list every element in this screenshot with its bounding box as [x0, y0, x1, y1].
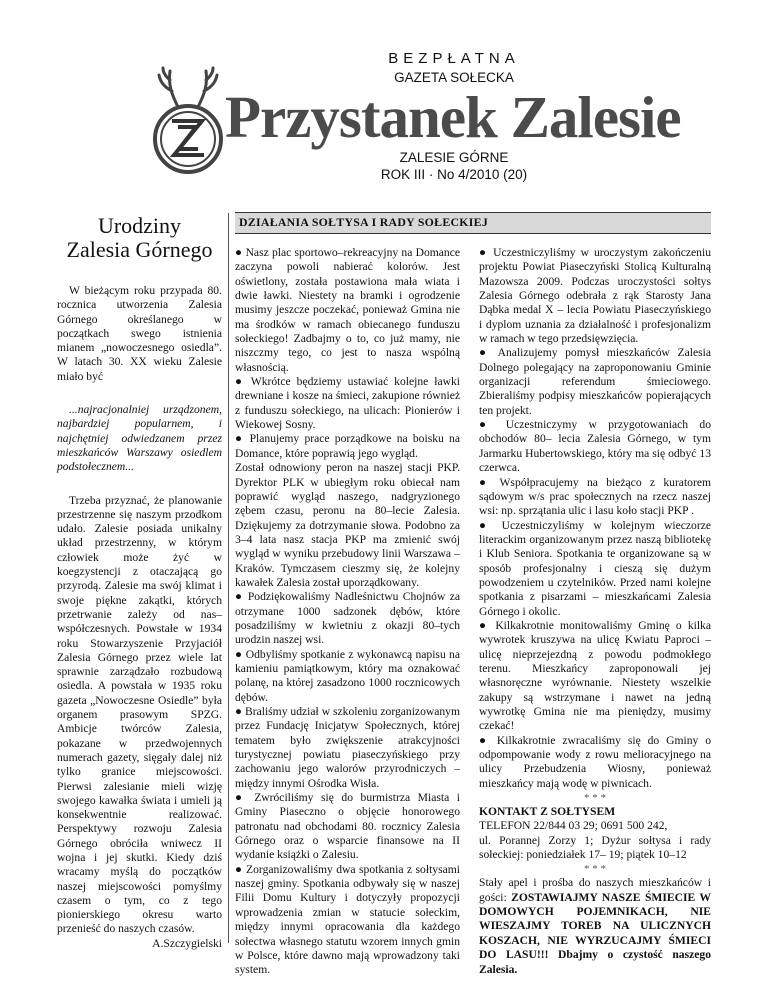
news-item: ● Kilkakrotnie monitowaliśmy Gminę o kilka wywrotek kruszywa na ulicę Kwiatu Paproci – ulicę nieprzejezdną z powodu podmokłego terenu. Mieszkańcy zaproponowali jej własnoręczne wyrównanie. Niestety wszelkie zakupy są wstrzymane i nawet na jedną wywrotkę Gmina nie ma pieniędzy, musimy czekać! [479, 618, 711, 733]
appeal-intro: Stały apel i prośba do naszych mieszkańców i gości: [479, 876, 711, 904]
news-item: ● Kilkakrotnie zwracaliśmy się do Gminy o odpompowanie wody z rowu melioracyjnego na ulicy Przebudzenia Wiosny, ponieważ mieszkańcy mają wodę w piwnicach. [479, 733, 711, 790]
news-item: ● Współpracujemy na bieżąco z kuratorem sądowym w/s prac społecznych na rzecz naszej wsi: np. sprzątania ulic i lasu koło stacji PKP . [479, 475, 711, 518]
news-item: ● Zwróciliśmy się do burmistrza Miasta i Gminy Piaseczno o objęcie honorowego patronatu nad obchodami 80. rocznicy Zalesia Górnego oraz o wsparcie finansowe na II wydanie książki o Zalesiu. [235, 791, 460, 862]
free-label: BEZPŁATNA [388, 50, 520, 67]
news-item: ● Analizujemy pomysł mieszkańców Zalesia Dolnego polegający na zaproponowaniu Gminie organizacji referendum śmieciowego. Zbieraliśmy podpisy mieszkańców popierających ten projekt. [479, 346, 711, 417]
article-title-line2: Zalesia Górnego [66, 237, 213, 262]
contact-hours: ul. Porannej Zorzy 1; Dyżur sołtysa i rady sołeckiej: poniedziałek 17– 19; piątek 10–12 [479, 833, 711, 862]
news-item: ● Braliśmy udział w szkoleniu zorganizowanym przez Fundację Inicjatyw Społecznych, której tematem było zwiększenie atrakcyjności turystycznej powiatu piaseczyńskiego przy zachowaniu jego walorów przyrodniczych – między innymi Ośrodka Wisła. [235, 705, 460, 790]
news-item: ● Wkrótce będziemy ustawiać kolejne ławki drewniane i kosze na śmieci, zakupione również z funduszu sołeckiego, na ulicach: Pionierów i Wiekowej Sosny. [235, 375, 460, 432]
news-item: ● Uczestniczyliśmy w kolejnym wieczorze literackim organizowanym przez naszą bibliotekę i Klub Seniora. Spotkania te organizowane są w sposób profesjonalny i cieszą się dużym powodzeniem u czytelników. Przed nami kolejne spotkania z pisarzami – mieszkańcami Zalesia Górnego i okolic. [479, 518, 711, 618]
article-author: A.Szczygielski [152, 936, 222, 950]
news-item: ● Uczestniczymy w przygotowaniach do obchodów 80– lecia Zalesia Górnego, w tym Jarmarku Hubertowskiego, który ma się odbyć 13 czerwca. [479, 418, 711, 475]
section-header [235, 212, 711, 234]
middle-column [235, 246, 460, 978]
issue-number: ROK III · No 4/2010 (20) [380, 167, 528, 182]
news-item: ● Odbyliśmy spotkanie z wykonawcą napisu na kamieniu pamiątkowym, który ma oznakować polanę, na której zasadzono 1000 rocznicowych dębów. [235, 647, 460, 704]
article-title [57, 214, 222, 262]
news-item: ● Uczestniczyliśmy w uroczystym zakończeniu projektu Powiat Piaseczyński Stolicą Kulturalną Mazowsza 2009. Podczas uroczystości sołtys Zalesia Górnego odebrała z rąk Starosty Jana Dąbka medal X – lecia Powiatu Piaseczyńskiego i dyplom uznania za działalność i profesjonalizm w ramach w tego przedsięwzięcia. [479, 246, 711, 346]
newspaper-subtitle: GAZETA SOŁECKA [394, 70, 514, 85]
column-divider [228, 213, 229, 943]
news-item: Został odnowiony peron na naszej stacji PKP. Dyrektor PLK w ubiegłym roku obiecał nam poprawić wygląd naszego, nadgryzionego zębem czasu, peronu na 80–lecie Zalesia. Dziękujemy za dotrzymanie słowa. Podobno za 3–4 lata nasz stacja PKP ma zmienić swój wygląd w wyniku przebudowy linii Warszawa –Kraków. Tymczasem cieszmy się, że kolejny kawałek Zalesia został uporządkowany. [235, 461, 460, 589]
appeal-paragraph [479, 876, 711, 976]
appeal-bold: ZOSTAWIAJMY NASZE ŚMIECIE W DOMOWYCH POJEMNIKACH, NIE WIESZAJMY TOREB NA ULICZNYCH KOSZACH, NIE WYRZUCAJMY ŚMIECI DO LASU!!! Dbajmy o czystość naszego Zalesia. [479, 890, 712, 976]
article-title-line1: Urodziny [97, 213, 182, 238]
news-item: ● Planujemy prace porządkowe na boisku na Domance, które poprawią jego wygląd. [235, 432, 460, 460]
contact-heading: KONTAKT Z SOŁTYSEM [479, 805, 616, 819]
article-paragraph: Trzeba przyznać, że planowanie przestrzenne się naszym przodkom udało. Zalesie posiada unikalny układ przestrzenny, w którym człowiek może żyć w koegzystencji z otaczającą go przyrodą. Zalesie ma swój klimat i swoje piękne zakątki, których przetrwanie zależy od nas– współczesnych. Powstałe w 1934 roku Stowarzyszenie Przyjaciół Zalesia Górnego przez wiele lat sprawnie zarządzało rozbudową osiedla. A powstała w 1935 roku gazeta „Nowoczesne Osiedle” była organem prasowym SPZG. Ambicje twórców Zalesia, pokazane w przedwojennych numerach gazety, sięgały dalej niż tylko granice miejscowości. Pierwsi zalesianie mieli wizję swojego kawałka świata i umieli ją konsekwentnie realizować. Perspektywy rozwoju Zalesia Górnego obróciła wniwecz II wojna i jej skutki. Kiedy dziś wracamy myślą do początków naszej miejscowości pomyślmy czasem o tym, co z tego pionierskiego okresu warto przenieść do naszych czasów. [57, 493, 222, 936]
article-quote: ...najracjonalniej urządzonem, najbardziej popularnem, i najchętniej odwiedzanem przez mieszkańców Warszawy osiedlem podstołecznem... [57, 403, 222, 474]
right-column [479, 246, 711, 977]
left-column [57, 214, 222, 951]
news-item: ● Podziękowaliśmy Nadleśnictwu Chojnów za otrzymane 1000 sadzonek dębów, które posadziliśmy w kwietniu z okazji 80–tych urodzin naszej wsi. [235, 590, 460, 647]
separator-stars: * * * [584, 863, 606, 876]
news-item: ● Nasz plac sportowo–rekreacyjny na Domance zaczyna powoli nabierać kolorów. Jest oświetlony, została postawiona mała wiata i dwie ławki. Niestety na bramki i ogrodzenie musimy jeszcze poczekać, ponieważ Gmina nie ma środków w ramach obiecanego funduszu sołeckiego! Zadbajmy o to, co już mamy, nie niszczmy tego, co jest to nasza wspólną własnością. [235, 246, 460, 374]
section-title: DZIAŁANIA SOŁTYSA I RADY SOŁECKIEJ [239, 215, 489, 229]
separator-stars: * * * [584, 792, 606, 805]
article-paragraph: W bieżącym roku przypada 80. rocznica utworzenia Zalesia Górnego określanego w początkach swego istnienia mianem „nowoczesnego osiedla”. W latach 30. XX wieku Zalesie miało być [57, 284, 222, 383]
news-item: ● Zorganizowaliśmy dwa spotkania z sołtysami naszej gminy. Spotkania odbywały się w naszej Filii Domu Kultury i dotyczyły propozycji wprowadzenia zmian w statucie sołeckim, między innymi opracowania dla każdego sołectwa własnego statutu wzorem innych gmin w Polsce, które dawno mają wprowadzony taki system. [235, 862, 460, 977]
zz-logo-icon [150, 65, 226, 175]
contact-phone: TELEFON 22/844 03 29; 0691 500 242, [479, 819, 668, 833]
newspaper-title: Przystanek Zalesie [225, 84, 681, 150]
place-name: ZALESIE GÓRNE [399, 150, 509, 165]
